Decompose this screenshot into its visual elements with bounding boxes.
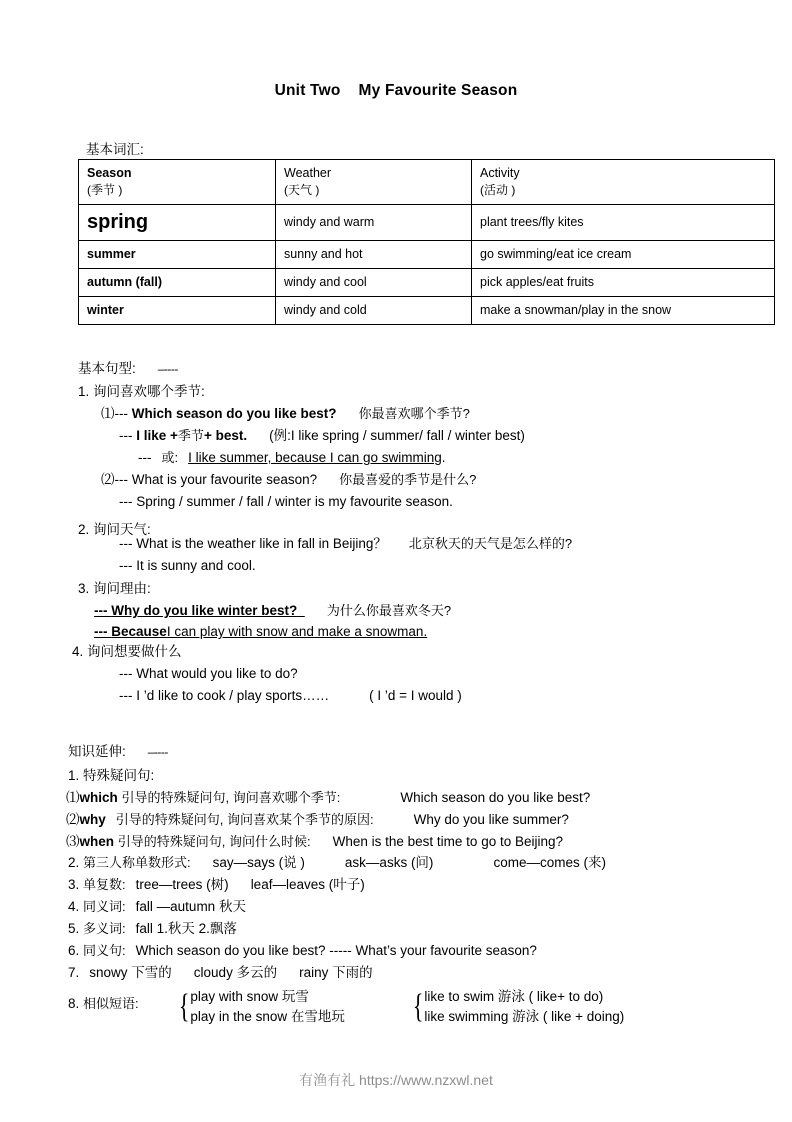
dash-marker: --- — [119, 536, 133, 551]
list-number: 8. — [68, 996, 80, 1011]
pattern-4-heading: 4. 询问想要做什么 — [72, 644, 182, 659]
pattern-answer-en: It is sunny and cool. — [136, 558, 256, 573]
extension-label: 同义词: — [83, 899, 126, 914]
pattern-1-line-5 — [119, 491, 453, 513]
dash-marker: --- — [119, 428, 133, 443]
pattern-3-question — [94, 600, 451, 622]
pattern-answer-en: I ’d like to cook / play sports…… — [136, 688, 330, 703]
pattern-question-en: Which season do you like best? — [131, 406, 337, 421]
extension-7-line — [68, 962, 373, 984]
sentence-patterns-label-text: 基本句型: — [78, 361, 136, 376]
header-activity-en: Activity — [480, 166, 520, 181]
example-2: cloudy 多云的 — [193, 965, 278, 980]
extension-1-line-2 — [66, 809, 569, 831]
phrase-group-snow — [176, 987, 345, 1027]
cell-season — [79, 297, 276, 325]
pattern-question-cn: 你最喜欢哪个季节? — [358, 406, 470, 421]
list-marker: ⑵ — [101, 472, 115, 487]
footer-watermark: 有渔有礼 https://www.nzxwl.net — [299, 1072, 493, 1088]
phrase-line: like swimming 游泳 ( like + doing) — [424, 1009, 625, 1024]
table-row — [79, 241, 775, 269]
cell-activity: pick apples/eat fruits — [472, 269, 775, 297]
list-number: 7. — [68, 965, 80, 980]
sentence-patterns-dash: –---- — [157, 362, 178, 376]
pattern-answer-example: (例:I like spring / summer/ fall / winter best) — [269, 428, 525, 443]
alt-label: 或: — [161, 450, 179, 465]
dash-marker: --- — [119, 688, 133, 703]
header-weather-en: Weather — [284, 166, 332, 181]
extension-dash: –---- — [147, 745, 168, 759]
pattern-question-en: What would you like to do? — [136, 666, 298, 681]
extension-4-line — [68, 896, 246, 918]
vocabulary-table — [78, 159, 775, 325]
curly-brace-icon: { — [412, 988, 424, 1025]
phrase-line: play with snow 玩雪 — [190, 989, 309, 1004]
pattern-2-question — [119, 533, 572, 555]
cell-activity: plant trees/fly kites — [472, 205, 775, 241]
example-3: rainy 下雨的 — [299, 965, 373, 980]
dash-marker: --- — [119, 666, 133, 681]
example-en: Which season do you like best? — [400, 790, 591, 805]
phrase-group-swim — [410, 987, 624, 1027]
extension-5-line — [68, 918, 237, 940]
list-number: 4. — [68, 899, 80, 914]
question-word: why — [79, 812, 106, 827]
season-label: summer — [87, 247, 136, 262]
dash-marker: --- — [119, 494, 133, 509]
explanation-cn: 引导的特殊疑问句, 询问喜欢某个季节的原因: — [115, 812, 374, 827]
pattern-4-answer — [119, 685, 462, 707]
dash-marker: --- — [114, 406, 128, 421]
dash-marker: --- — [138, 450, 152, 465]
list-marker: ⑶ — [66, 834, 80, 849]
extension-1-line-1 — [66, 787, 590, 809]
pattern-2-heading: 2. 询问天气: — [78, 522, 151, 537]
sentence-patterns-label — [78, 358, 178, 381]
explanation-cn: 引导的特殊疑问句, 询问喜欢哪个季节: — [121, 790, 341, 805]
phrase-line: like to swim 游泳 ( like+ to do) — [424, 989, 604, 1004]
pattern-1-line-4 — [101, 469, 476, 491]
pattern-question-cn: 北京秋天的天气是怎么样的? — [408, 536, 573, 551]
dash-marker: --- — [114, 472, 128, 487]
list-number: 3. — [68, 877, 80, 892]
pattern-answer-part1: I like + — [136, 428, 178, 443]
example-3: come—comes (来) — [493, 855, 606, 870]
table-header-row — [79, 160, 775, 205]
pattern-answer-cn: 季节 — [177, 428, 204, 443]
phrase-line: play in the snow 在雪地玩 — [190, 1009, 345, 1024]
phrase-group-snow-rows — [190, 987, 345, 1027]
pattern-2-answer — [119, 555, 256, 577]
table-row — [79, 297, 775, 325]
extension-label: 单复数: — [83, 877, 126, 892]
pattern-1-heading: 1. 询问喜欢哪个季节: — [78, 384, 205, 399]
cell-season — [79, 241, 276, 269]
table-header-season — [79, 160, 276, 205]
pattern-3-answer — [94, 621, 427, 643]
cell-season — [79, 269, 276, 297]
extension-2-line — [68, 852, 606, 874]
header-weather-cn: (天气 ) — [284, 183, 320, 198]
question-word: which — [79, 790, 118, 805]
dash-marker: --- — [119, 558, 133, 573]
pattern-question-en: What is the weather like in fall in Beijing？ — [136, 536, 387, 551]
extension-section-label — [68, 741, 168, 764]
pattern-answer-note: ( I ’d = I would ) — [369, 688, 462, 703]
extension-1-line-3 — [66, 831, 563, 853]
explanation-cn: 引导的特殊疑问句, 询问什么时候: — [117, 834, 311, 849]
pattern-1-line-3 — [138, 447, 446, 469]
example-en: When is the best time to go to Beijing? — [332, 834, 564, 849]
cell-season — [79, 205, 276, 241]
pattern-1-line-1 — [101, 403, 470, 425]
season-label: autumn (fall) — [87, 275, 162, 290]
season-label: spring — [87, 211, 149, 233]
pattern-answer-part2: + best. — [203, 428, 248, 443]
list-marker: ⑴ — [101, 406, 115, 421]
list-marker: ⑴ — [66, 790, 80, 805]
pattern-alt-period: . — [441, 450, 446, 465]
extension-label: 相似短语: — [83, 996, 139, 1011]
cell-activity: go swimming/eat ice cream — [472, 241, 775, 269]
extension-3-line — [68, 874, 365, 896]
title-unit: Unit Two — [274, 82, 341, 99]
extension-8-label — [68, 993, 139, 1015]
example-1: tree—trees (树) — [135, 877, 229, 892]
pattern-1-line-2 — [119, 425, 525, 447]
list-number: 6. — [68, 943, 80, 958]
extension-6-line — [68, 940, 537, 962]
list-number: 5. — [68, 921, 80, 936]
extension-label: 第三人称单数形式: — [83, 855, 191, 870]
pattern-answer-keyword: Because — [111, 624, 167, 639]
extension-label: 同义句: — [83, 943, 126, 958]
table-header-activity — [472, 160, 775, 205]
example-2: leaf—leaves (叶子) — [250, 877, 365, 892]
extension-label-text: 知识延伸: — [68, 744, 126, 759]
pattern-question-cn: 你最喜爱的季节是什么? — [339, 472, 477, 487]
pattern-4-question — [119, 663, 298, 685]
dash-marker: --- — [94, 624, 108, 639]
pattern-answer-rest: I can play with snow and make a snowman. — [166, 624, 428, 639]
example-1: fall 1.秋天 2.飘落 — [135, 921, 237, 936]
extension-label: 多义词: — [83, 921, 126, 936]
vocabulary-section-label: 基本词汇: — [86, 142, 144, 157]
example-1: snowy 下雪的 — [89, 965, 172, 980]
header-season-en: Season — [87, 166, 132, 181]
curly-brace-icon: { — [178, 988, 190, 1025]
list-number: 2. — [68, 855, 80, 870]
pattern-3-heading: 3. 询问理由: — [78, 581, 151, 596]
cell-activity: make a snowman/play in the snow — [472, 297, 775, 325]
extension-1-heading: 1. 特殊疑问句: — [68, 768, 155, 783]
question-word: when — [79, 834, 115, 849]
pattern-question-en: Why do you like winter best — [111, 603, 290, 618]
example-1: say—says (说 ) — [212, 855, 305, 870]
example-en: Why do you like summer? — [413, 812, 569, 827]
dash-marker: --- — [94, 603, 108, 618]
pattern-answer-en: Spring / summer / fall / winter is my favourite season. — [136, 494, 453, 509]
pattern-question-en: What is your favourite season? — [131, 472, 318, 487]
example-2: ask—asks (问) — [344, 855, 434, 870]
cell-weather: windy and cool — [276, 269, 472, 297]
cell-weather: sunny and hot — [276, 241, 472, 269]
page-title — [0, 82, 792, 100]
table-row — [79, 205, 775, 241]
pattern-alt-answer: I like summer, because I can go swimming — [188, 450, 442, 465]
phrase-group-swim-rows — [424, 987, 624, 1027]
cell-weather: windy and warm — [276, 205, 472, 241]
cell-weather: windy and cold — [276, 297, 472, 325]
header-season-cn: (季节 ) — [87, 183, 123, 198]
example-1: fall —autumn 秋天 — [135, 899, 246, 914]
header-activity-cn: (活动 ) — [480, 183, 516, 198]
title-topic: My Favourite Season — [358, 82, 518, 99]
list-marker: ⑵ — [66, 812, 80, 827]
pattern-question-cn: 为什么你最喜欢冬天? — [326, 603, 452, 618]
pattern-question-tail: ? — [289, 603, 298, 618]
season-label: winter — [87, 303, 124, 318]
table-row — [79, 269, 775, 297]
example-1: Which season do you like best? ----- What’s your favourite season? — [135, 943, 537, 958]
table-header-weather — [276, 160, 472, 205]
